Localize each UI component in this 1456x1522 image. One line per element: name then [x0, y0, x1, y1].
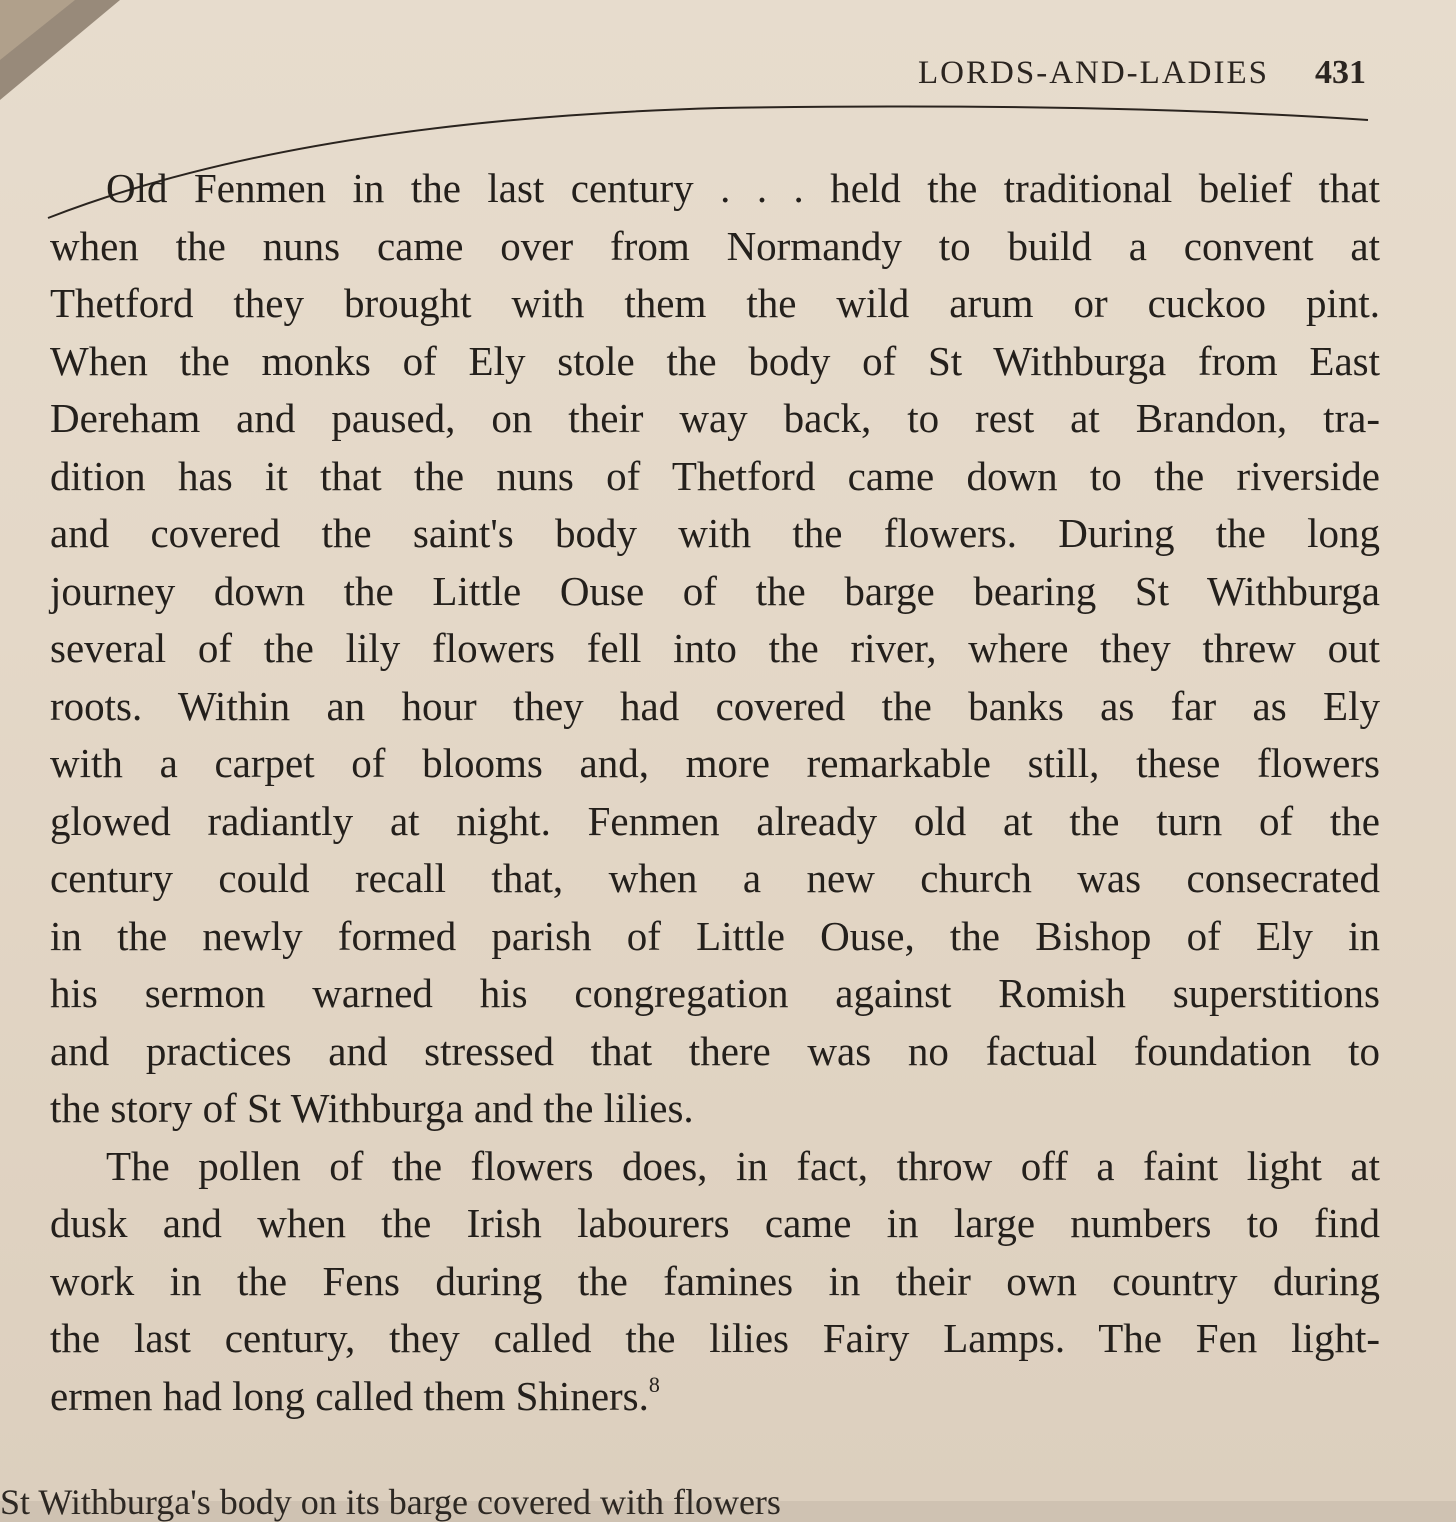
- text-line: dition has it that the nuns of Thetford came down to the riverside: [50, 452, 1380, 499]
- body-text: [50, 160, 1380, 1425]
- text-line: Dereham and paused, on their way back, to rest at Brandon, tra-: [50, 395, 1380, 441]
- text-line: his sermon warned his congregation against Romish superstitions: [50, 970, 1380, 1016]
- footnote-marker: 8: [648, 1371, 660, 1397]
- text-line: several of the lily flowers fell into the river, where they threw out: [50, 625, 1380, 671]
- text-line: work in the Fens during the famines in their own country during: [50, 1257, 1380, 1304]
- text-line: glowed radiantly at night. Fenmen already old at the turn of the: [50, 797, 1380, 844]
- footnote-fragment: [0, 1472, 1456, 1522]
- text-line: with a carpet of blooms and, more remarkable still, these flowers: [50, 740, 1380, 786]
- text-line: century could recall that, when a new church was consecrated: [50, 855, 1380, 901]
- text-line: When the monks of Ely stole the body of St Withburga from East: [50, 337, 1380, 384]
- page-number: 431: [1315, 54, 1366, 91]
- text-line: when the nuns came over from Normandy to build a convent at: [50, 222, 1380, 269]
- text-line: the story of St Withburga and the lilies.: [50, 1085, 694, 1131]
- text-line: journey down the Little Ouse of the barge bearing St Withburga: [50, 567, 1380, 614]
- text-line: roots. Within an hour they had covered the banks as far as Ely: [50, 682, 1380, 729]
- paragraph-1: [50, 160, 1380, 1138]
- footnote-fragment-text: St Withburga's body on its barge covered with flowers: [0, 1482, 781, 1522]
- paragraph-2: [50, 1138, 1380, 1426]
- text-line: the last century, they called the lilies Fairy Lamps. The Fen light-: [50, 1315, 1380, 1361]
- text-line: The pollen of the flowers does, in fact, throw off a faint light at: [106, 1142, 1380, 1189]
- text-line: and covered the saint's body with the flowers. During the long: [50, 510, 1380, 556]
- text-line: and practices and stressed that there was no factual foundation to: [50, 1027, 1380, 1074]
- text-line: Thetford they brought with them the wild arum or cuckoo pint.: [50, 280, 1380, 326]
- text-line: in the newly formed parish of Little Ouse, the Bishop of Ely in: [50, 912, 1380, 959]
- text-line: dusk and when the Irish labourers came in large numbers to find: [50, 1200, 1380, 1246]
- running-head-title: LORDS-AND-LADIES: [918, 55, 1269, 91]
- text-line-final: [50, 1368, 1380, 1426]
- text-line-final-text: ermen had long called them Shiners.: [50, 1372, 649, 1419]
- text-line: Old Fenmen in the last century . . . held the traditional belief that: [106, 165, 1380, 211]
